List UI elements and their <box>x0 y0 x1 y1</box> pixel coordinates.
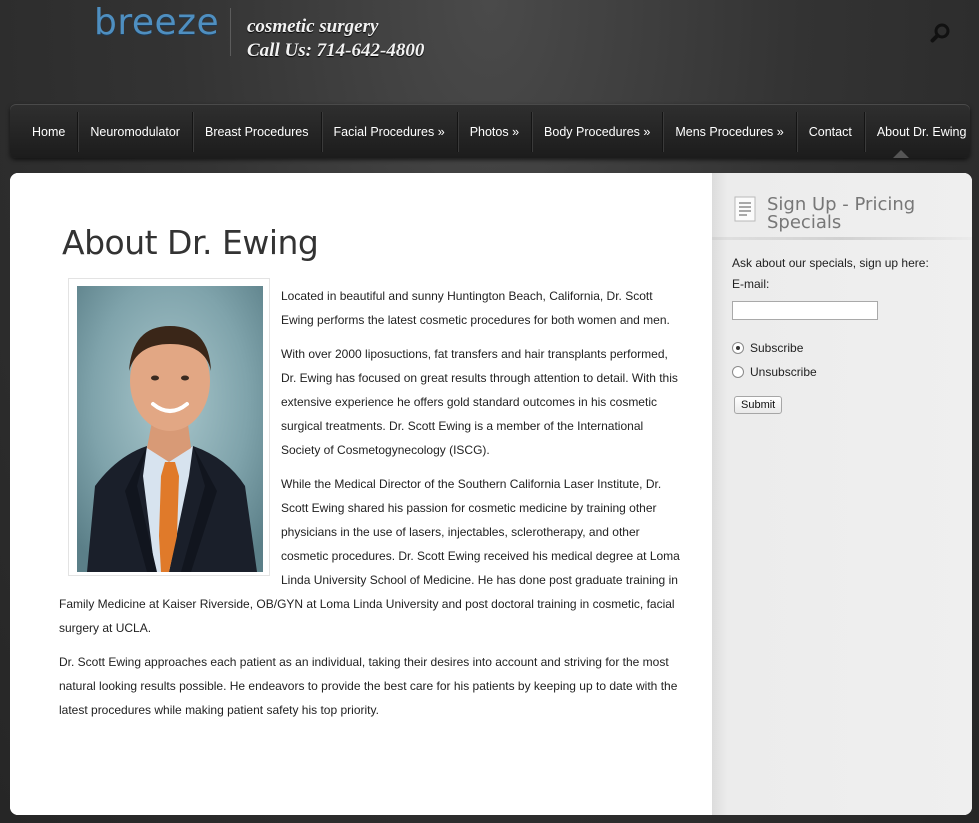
nav-item-about-dr-ewing[interactable]: About Dr. Ewing <box>876 125 967 139</box>
email-label: E-mail: <box>732 277 770 291</box>
nav-item-contact[interactable]: Contact <box>797 112 865 152</box>
content-area <box>10 173 712 815</box>
paragraph: Dr. Scott Ewing approaches each patient as an individual, taking their desires into account and striving for the most natural looking results possible. He endeavors to provide the best care for his patients by keeping up to date with the latest procedures while making patient safety his top priority. <box>59 655 678 717</box>
unsubscribe-radio[interactable] <box>732 366 744 378</box>
signup-intro: Ask about our specials, sign up here: <box>732 256 929 270</box>
tagline-text: cosmetic surgery <box>247 16 379 37</box>
widget-divider <box>712 237 972 240</box>
about-text <box>59 284 684 732</box>
active-nav-pointer <box>893 150 909 158</box>
nav-item-body-procedures[interactable]: Body Procedures » <box>532 112 663 152</box>
nav-item-breast-procedures[interactable]: Breast Procedures <box>193 112 322 152</box>
widget-title: Sign Up - Pricing Specials <box>767 194 916 233</box>
unsubscribe-option[interactable] <box>732 365 817 379</box>
paragraph: Located in beautiful and sunny Huntington Beach, California, Dr. Scott Ewing performs the latest cosmetic procedures for both women and men. <box>281 289 670 327</box>
search-icon[interactable] <box>930 22 952 44</box>
header-tagline <box>247 15 424 63</box>
unsubscribe-label: Unsubscribe <box>750 365 817 379</box>
paragraph: While the Medical Director of the Southern California Laser Institute, Dr. Scott Ewing shared his passion for cosmetic medicine by training other physicians in the use of lasers, injectables, sclerotherapy, and other cosmetic procedures. Dr. Scott Ewing received his medical degree at Loma Linda University School of Medicine. He has done post graduate training in Family Medicine at Kaiser Riverside, OB/GYN at Loma Linda University and post doctoral training in cosmetic, facial surgery at UCLA. <box>59 477 680 635</box>
submit-button[interactable]: Submit <box>734 396 782 414</box>
header-divider <box>230 8 231 56</box>
nav-item-home[interactable]: Home <box>20 112 78 152</box>
page-title: About Dr. Ewing <box>62 223 319 262</box>
site-logo[interactable]: breeze <box>94 2 220 43</box>
paragraph: With over 2000 liposuctions, fat transfers and hair transplants performed, Dr. Ewing has focused on great results through attention to detail. With this extensive experience he offers gold standard outcomes in his cosmetic surgical treatments. Dr. Scott Ewing is a member of the International Society of Cosmetogynecology (ISCG). <box>281 347 678 457</box>
subscribe-radio[interactable] <box>732 342 744 354</box>
nav-item-photos[interactable]: Photos » <box>458 112 532 152</box>
nav-item-facial-procedures[interactable]: Facial Procedures » <box>322 112 458 152</box>
document-icon <box>734 196 756 222</box>
main-panel <box>10 173 972 815</box>
phone-number: Call Us: 714-642-4800 <box>247 40 425 61</box>
subscribe-option[interactable] <box>732 341 803 355</box>
main-navigation <box>10 104 970 158</box>
nav-item-mens-procedures[interactable]: Mens Procedures » <box>663 112 796 152</box>
sidebar <box>712 173 972 815</box>
subscribe-label: Subscribe <box>750 341 804 355</box>
email-field[interactable] <box>732 301 878 320</box>
nav-item-neuromodulator[interactable]: Neuromodulator <box>78 112 193 152</box>
photo-spacer <box>59 284 281 592</box>
